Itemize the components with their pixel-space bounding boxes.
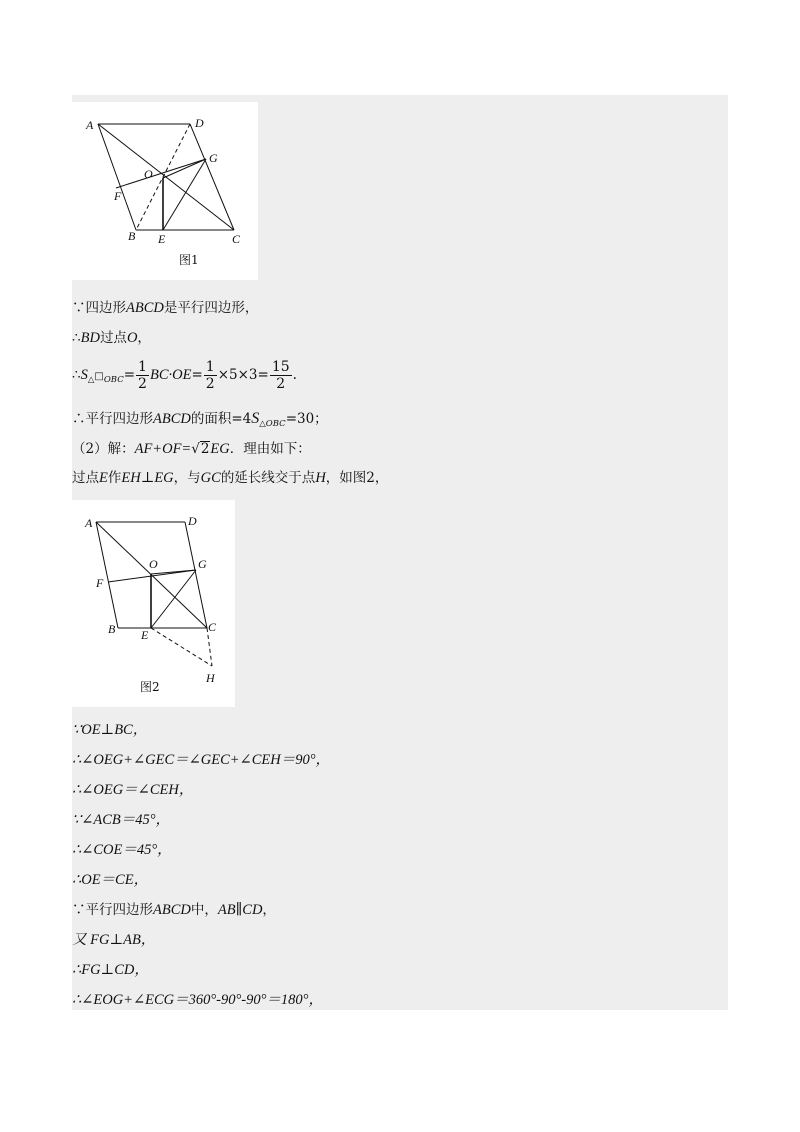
fig2-label-g: G: [198, 557, 207, 571]
text-line-11: ∴∠COE＝45°，: [72, 842, 172, 858]
fig2-label-f: F: [96, 576, 104, 590]
figure-1: [72, 102, 258, 280]
figure-1-diagram: [72, 102, 258, 280]
text-line-6: 过点E作EH⊥EG，与GC的延长线交于点H，如图2，: [72, 470, 389, 486]
fig1-label-e: E: [158, 232, 166, 246]
figure-2: [72, 500, 235, 707]
text-line-8: ∴∠OEG+∠GEC＝∠GEC+∠CEH＝90°，: [72, 752, 330, 768]
text-line-4: ∴平行四边形ABCD的面积$=4S_{\triangle OBC}=30$；: [72, 410, 328, 429]
fig2-label-d: D: [188, 514, 197, 528]
fig1-label-o: O: [144, 167, 153, 181]
fig1-label-d: D: [195, 116, 204, 130]
fraction-half-2: $\frac{1}{2}$: [205, 359, 215, 392]
fig1-label-g: G: [209, 151, 218, 165]
text-line-2: ∴BD过点O，: [72, 330, 151, 346]
fig2-label-h: H: [206, 671, 215, 685]
fraction-fifteen-halves: $\frac{15}{2}$: [271, 359, 290, 392]
fig2-label-e: E: [141, 628, 149, 642]
fig1-label-b: B: [128, 229, 136, 243]
fig1-caption: 图1: [179, 253, 199, 267]
fig1-label-a: A: [86, 118, 94, 132]
fig1-label-c: C: [232, 232, 241, 246]
text-line-3-formula: $\therefore S_\triangle□_{OBC}=$ $\frac{1}{2}$ BC·OE= $\frac{1}{2}$ ×5×3= $\frac{15}{2}$ .: [72, 359, 297, 392]
fig2-label-c: C: [208, 620, 217, 634]
text-line-10: ∵∠ACB＝45°，: [72, 812, 171, 828]
fig2-label-a: A: [85, 516, 93, 530]
figure-2-diagram: [72, 500, 235, 707]
sqrt-two: 2: [200, 441, 210, 457]
fig1-label-f: F: [114, 189, 122, 203]
fraction-half-1: $\frac{1}{2}$: [138, 359, 147, 392]
text-line-12: ∴OE＝CE，: [72, 872, 149, 888]
text-line-5: （2）解：AF+OF=√2EG．理由如下：: [72, 441, 311, 457]
text-line-9: ∴∠OEG＝∠CEH，: [72, 782, 194, 798]
fig2-caption: 图2: [140, 680, 160, 694]
text-line-1: ∵四边形ABCD是平行四边形，: [72, 300, 259, 316]
text-line-7: ∵OE⊥BC，: [72, 722, 148, 738]
text-line-16: ∴∠EOG+∠ECG＝360°-90°-90°＝180°，: [72, 992, 323, 1008]
text-line-13: ∵平行四边形ABCD中，AB∥CD，: [72, 902, 276, 918]
text-line-14: 又 FG⊥AB，: [72, 932, 156, 948]
fig2-label-b: B: [108, 622, 116, 636]
text-line-15: ∴FG⊥CD，: [72, 962, 149, 978]
fig2-label-o: O: [149, 557, 158, 571]
